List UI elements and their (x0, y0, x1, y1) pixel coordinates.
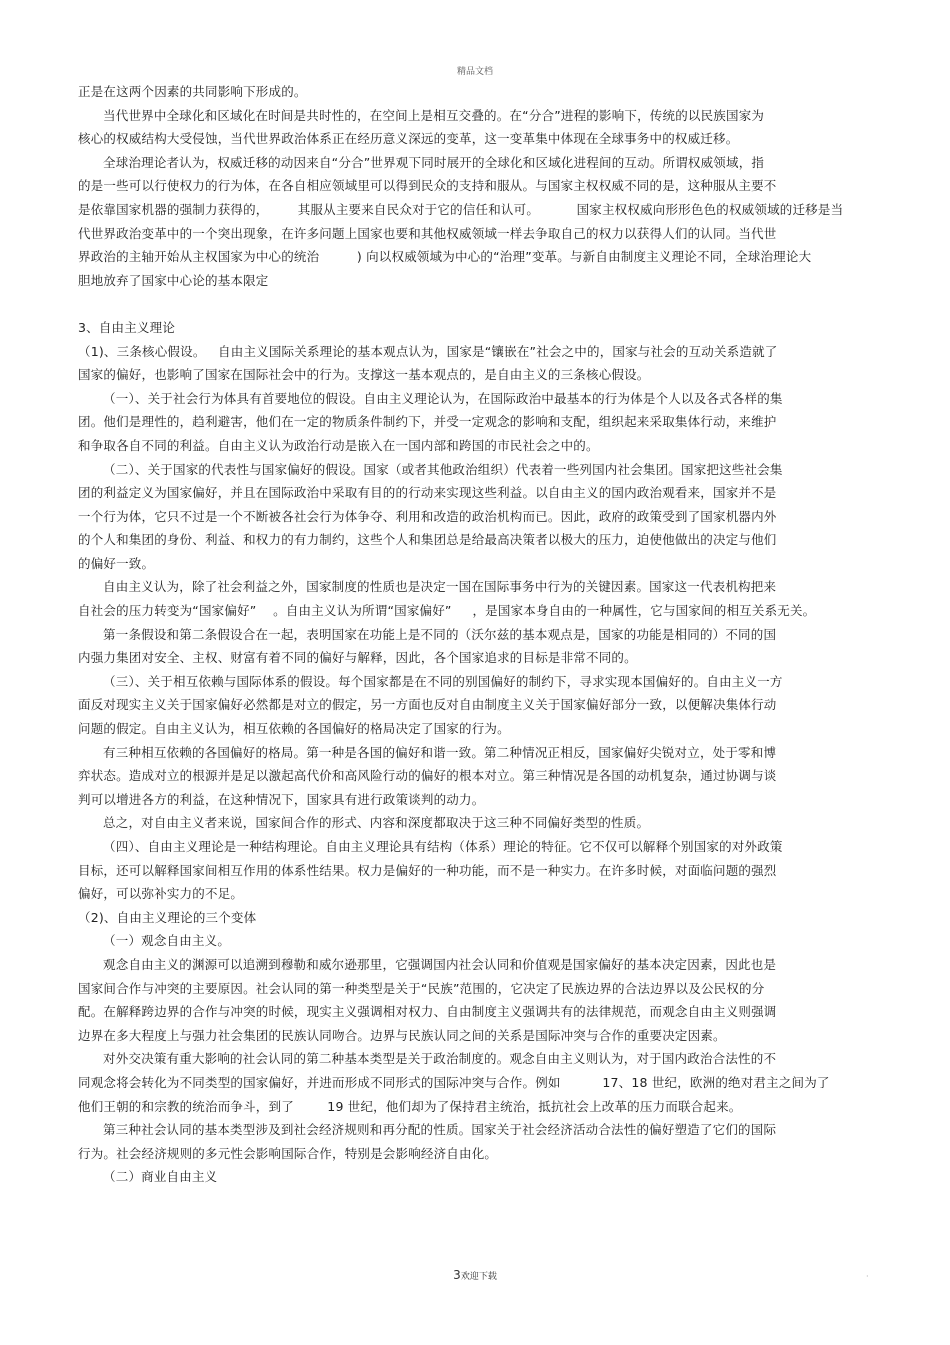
text-line: （1)、三条核心假设。 自由主义国际关系理论的基本观点认为，国家是“镶嵌在”社会之中的，国家与社会的互动关系造就了 (78, 343, 778, 359)
text-line: 界政治的主轴开始从主权国家为中心的统治 ) 向以权威领域为中心的“治理”变革。与新自由制度主义理论不同，全球治理论大 (78, 249, 812, 265)
page-footer (0, 1268, 950, 1282)
text-line: 总之，对自由主义者来说，国家间合作的形式、内容和深度都取决于这三种不同偏好类型的性质。 (78, 815, 650, 831)
text-line: （三）、关于相互依赖与国际体系的假设。每个国家都是在不同的别国偏好的制约下，寻求实现本国偏好的。自由主义一方 (78, 673, 783, 689)
text-line: （2)、自由主义理论的三个变体 (78, 909, 257, 925)
text-line: 全球治理论者认为，权威迁移的动因来自“分合”世界观下同时展开的全球化和区域化进程间的互动。所谓权威领域，指 (78, 154, 765, 170)
text-line: 有三种相互依赖的各国偏好的格局。第一种是各国的偏好和谐一致。第二种情况正相反，国家偏好尖锐对立，处于零和博 (78, 744, 777, 760)
text-line: 行为。社会经济规则的多元性会影响国际合作，特别是会影响经济自由化。 (78, 1145, 498, 1161)
text-line: 第一条假设和第二条假设合在一起，表明国家在功能上是不同的（沃尔兹的基本观点是，国家的功能是相同的）不同的国 (78, 626, 777, 642)
text-line: 边界在多大程度上与强力社会集团的民族认同吻合。边界与民族认同之间的关系是国际冲突与合作的重要决定因素。 (78, 1027, 726, 1043)
text-line: 团的利益定义为国家偏好，并且在国际政治中采取有目的的行动来实现这些利益。以自由主义的国内政治观看来，国家并不是 (78, 485, 777, 501)
text-line: 目标，还可以解释国家间相互作用的体系性结果。权力是偏好的一种功能，而不是一种实力。在许多时候，对面临问题的强烈 (78, 862, 777, 878)
text-line: 国家间合作与冲突的主要原因。社会认同的第一种类型是关于“民族”范围的，它决定了民族边界的合法边界以及公民权的分 (78, 980, 765, 996)
text-line: 团。他们是理性的，趋利避害，他们在一定的物质条件制约下，并受一定观念的影响和支配，组织起来采取集体行动，来维护 (78, 414, 777, 430)
text-line: 他们王朝的和宗教的统治而争斗，到了 19 世纪，他们却为了保持君主统治，抵抗社会上改革的压力而联合起来。 (78, 1098, 742, 1114)
text-line: 自由主义认为，除了社会利益之外，国家制度的性质也是决定一国在国际事务中行为的关键因素。国家这一代表机构把来 (78, 579, 777, 595)
text-line: 正是在这两个因素的共同影响下形成的。 (78, 84, 307, 99)
text-line: 胆地放弃了国家中心论的基本限定 (78, 272, 269, 288)
text-line: 和争取各自不同的利益。自由主义认为政治行动是嵌入在一国内部和跨国的市民社会之中的。 (78, 437, 599, 453)
document-body (78, 80, 868, 1189)
text-line: 问题的假定。自由主义认为，相互依赖的各国偏好的格局决定了国家的行为。 (78, 721, 510, 737)
text-line: 面反对现实主义关于国家偏好必然都是对立的假定，另一方面也反对自由制度主义关于国家偏好部分一致，以便解决集体行动 (78, 697, 777, 713)
text-line: 自社会的压力转变为“国家偏好” 。自由主义认为所谓“国家偏好” ，是国家本身自由的一种属性，它与国家间的相互关系无关。 (78, 603, 816, 619)
text-line: 代世界政治变革中的一个突出现象，在许多问题上国家也要和其他权威领域一样去争取自己的权力以获得人们的认同。当代世 (78, 225, 777, 241)
text-line: 弈状态。造成对立的根源并是足以激起高代价和高风险行动的偏好的根本对立。第三种情况是各国的动机复杂，通过协调与谈 (78, 768, 777, 784)
text-line: （一）、关于社会行为体具有首要地位的假设。自由主义理论认为，在国际政治中最基本的行为体是个人以及各式各样的集 (78, 390, 783, 406)
corner-mark: · (866, 1272, 869, 1281)
text-line: 内强力集团对安全、主权、财富有着不同的偏好与解释，因此，各个国家追求的目标是非常不同的。 (78, 650, 637, 666)
text-line: 一个行为体，它只不过是一个不断被各社会行为体争夺、利用和改造的政治机构而已。因此，政府的政策受到了国家机器内外 (78, 508, 777, 524)
text-line: 3、自由主义理论 (78, 319, 176, 335)
header-mark: 精品文档 (456, 67, 493, 77)
text-line: （二）商业自由主义 (78, 1169, 218, 1185)
text-line: 的偏好一致。 (78, 555, 155, 571)
footer-label: 欢迎下载 (460, 1272, 497, 1282)
text-line (78, 292, 868, 316)
text-line: 的个人和集团的身份、利益、和权力的有力制约，这些个人和集团总是给最高决策者以极大的压力，迫使他做出的决定与他们 (78, 532, 777, 548)
text-line: （四）、自由主义理论是一种结构理论。自由主义理论具有结构（体系）理论的特征。它不仅可以解释个别国家的对外政策 (78, 839, 783, 854)
text-line: 配。在解释跨边界的合作与冲突的时候，现实主义强调相对权力、自由制度主义强调共有的法律规范，而观念自由主义则强调 (78, 1004, 777, 1020)
text-line: 国家的偏好，也影响了国家在国际社会中的行为。支撑这一基本观点的，是自由主义的三条核心假设。 (78, 367, 650, 383)
text-line: 判可以增进各方的利益，在这种情况下，国家具有进行政策谈判的动力。 (78, 791, 485, 807)
text-line: 当代世界中全球化和区域化在时间是共时性的，在空间上是相互交叠的。在“分合”进程的影响下，传统的以民族国家为 (78, 107, 765, 123)
text-line: 核心的权威结构大受侵蚀，当代世界政治体系正在经历意义深远的变革，这一变革集中体现在全球事务中的权威迁移。 (78, 131, 739, 147)
text-line: （二）、关于国家的代表性与国家偏好的假设。国家（或者其他政治组织）代表着一些列国内社会集团。国家把这些社会集 (78, 461, 783, 477)
text-line: 的是一些可以行使权力的行为体，在各自相应领域里可以得到民众的支持和服从。与国家主权权威不同的是，这种服从主要不 (78, 178, 777, 194)
text-line: 偏好，可以弥补实力的不足。 (78, 886, 244, 902)
text-line: 第三种社会认同的基本类型涉及到社会经济规则和再分配的性质。国家关于社会经济活动合法性的偏好塑造了它们的国际 (78, 1122, 777, 1138)
text-line: 同观念将会转化为不同类型的国家偏好，并进而形成不同形式的国际冲突与合作。例如 17、18 世纪，欧洲的绝对君主之间为了 (78, 1074, 830, 1090)
text-line: （一）观念自由主义。 (78, 933, 231, 949)
text-line: 是依靠国家机器的强制力获得的， 其服从主要来自民众对于它的信任和认可。 国家主权权威向形形色色的权威领域的迁移是当 (78, 201, 844, 217)
text-line: 观念自由主义的渊源可以追溯到穆勒和威尔逊那里，它强调国内社会认同和价值观是国家偏好的基本决定因素，因此也是 (78, 956, 777, 972)
page-number: 3 (453, 1268, 461, 1282)
text-line: 对外交决策有重大影响的社会认同的第二种基本类型是关于政治制度的。观念自由主义则认为，对于国内政治合法性的不 (78, 1051, 777, 1067)
